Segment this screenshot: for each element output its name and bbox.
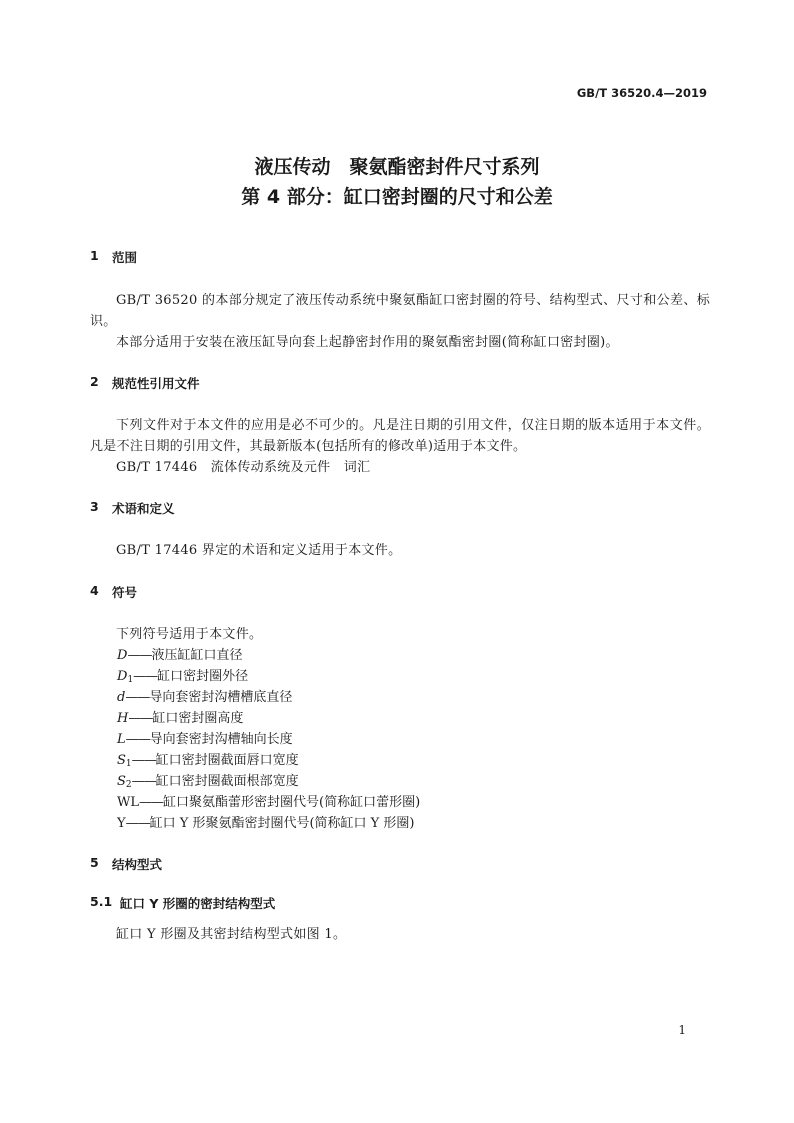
em-dash: —— bbox=[128, 711, 153, 726]
symbol: H bbox=[117, 711, 129, 726]
section-title: 规范性引用文件 bbox=[112, 376, 200, 391]
em-dash: —— bbox=[139, 795, 163, 810]
symbol-item bbox=[117, 813, 414, 834]
symbol-subscript: 1 bbox=[125, 759, 132, 769]
symbol: Y bbox=[117, 816, 126, 831]
symbol: L bbox=[117, 732, 126, 747]
symbol-item bbox=[117, 708, 243, 729]
symbol-description: 缸口聚氨酯蕾形密封圈代号(简称缸口蕾形圈) bbox=[163, 795, 421, 810]
section-title: 缸口 Y 形圈的密封结构型式 bbox=[120, 896, 276, 911]
section-number: 4 bbox=[90, 583, 99, 598]
section-5-heading bbox=[90, 855, 390, 873]
section-number: 5 bbox=[90, 855, 99, 870]
symbols-intro: 下列符号适用于本文件。 bbox=[116, 627, 263, 642]
title-line-1: 液压传动 聚氨酯密封件尺寸系列 bbox=[254, 156, 540, 178]
em-dash: —— bbox=[125, 816, 150, 831]
symbol: S bbox=[117, 774, 126, 789]
section-1-paragraph-2: 本部分适用于安装在液压缸导向套上起静密封作用的聚氨酯密封圈(简称缸口密封圈)。 bbox=[116, 335, 619, 350]
symbol: WL bbox=[117, 795, 139, 810]
section-3-heading bbox=[90, 499, 390, 517]
page-number: 1 bbox=[678, 1023, 686, 1037]
symbol-item bbox=[117, 792, 420, 813]
section-1-heading bbox=[90, 248, 290, 266]
symbol-description: 缸口 Y 形聚氨酯密封圈代号(简称缸口 Y 形圈) bbox=[149, 816, 415, 831]
section-1-paragraph-1: GB/T 36520 的本部分规定了液压传动系统中聚氨酯缸口密封圈的符号、结构型式、尺寸和公差、标识。 bbox=[90, 293, 710, 329]
section-4-heading bbox=[90, 583, 390, 601]
symbol-description: 缸口密封圈截面唇口宽度 bbox=[155, 753, 299, 768]
symbol-subscript: 2 bbox=[125, 780, 132, 790]
symbol: D bbox=[117, 669, 128, 684]
symbol-description: 液压缸缸口直径 bbox=[151, 648, 243, 663]
symbol: D bbox=[117, 648, 128, 663]
section-title: 符号 bbox=[112, 585, 138, 600]
standard-code: GB/T 36520.4—2019 bbox=[576, 86, 707, 100]
section-title: 范围 bbox=[112, 250, 138, 265]
symbol-subscript: 1 bbox=[127, 675, 134, 685]
symbol-description: 缸口密封圈高度 bbox=[152, 711, 244, 726]
em-dash: —— bbox=[131, 774, 156, 789]
section-number: 5.1 bbox=[90, 894, 113, 909]
section-2-reference: GB/T 17446 流体传动系统及元件 词汇 bbox=[116, 460, 371, 475]
section-title: 术语和定义 bbox=[112, 501, 175, 516]
symbol-item bbox=[117, 729, 293, 750]
section-2-paragraph-1: 下列文件对于本文件的应用是必不可少的。凡是注日期的引用文件，仅注日期的版本适用于本文件。凡是不注日期的引用文件，其最新版本(包括所有的修改单)适用于本文件。 bbox=[90, 418, 710, 454]
section-5-1-paragraph-1: 缸口 Y 形圈及其密封结构型式如图 1。 bbox=[116, 927, 347, 942]
symbol-description: 导向套密封沟槽槽底直径 bbox=[149, 690, 293, 705]
section-3-paragraph-1: GB/T 17446 界定的术语和定义适用于本文件。 bbox=[116, 543, 402, 558]
em-dash: —— bbox=[125, 732, 150, 747]
em-dash: —— bbox=[125, 690, 150, 705]
section-number: 2 bbox=[90, 374, 99, 389]
section-2-heading bbox=[90, 374, 390, 392]
symbol: S bbox=[117, 753, 126, 768]
symbol-description: 缸口密封圈外径 bbox=[157, 669, 249, 684]
em-dash: —— bbox=[127, 648, 152, 663]
symbol-description: 缸口密封圈截面根部宽度 bbox=[155, 774, 299, 789]
em-dash: —— bbox=[131, 753, 156, 768]
symbol-description: 导向套密封沟槽轴向长度 bbox=[149, 732, 293, 747]
symbol-item bbox=[117, 645, 242, 666]
section-number: 3 bbox=[90, 499, 99, 514]
em-dash: —— bbox=[133, 669, 158, 684]
section-title: 结构型式 bbox=[112, 857, 163, 872]
symbol-item bbox=[117, 687, 292, 708]
section-number: 1 bbox=[90, 248, 99, 263]
section-5-1-heading bbox=[90, 894, 490, 912]
title-line-2: 第 4 部分：缸口密封圈的尺寸和公差 bbox=[241, 186, 553, 208]
symbol: d bbox=[117, 690, 126, 705]
